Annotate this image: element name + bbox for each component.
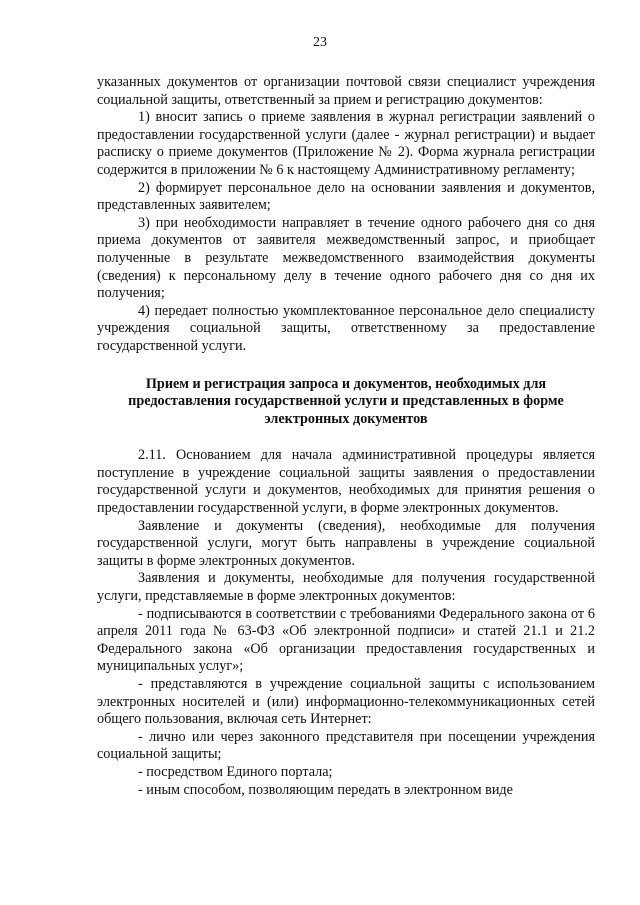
paragraph: Заявления и документы, необходимые для получения государственной услуги, представляемые в форме электронных документов:: [97, 570, 595, 605]
paragraph: - иным способом, позволяющим передать в электронном виде: [138, 781, 513, 798]
paragraph: - лично или через законного представителя при посещении учреждения социальной защиты;: [97, 728, 595, 763]
paragraph: - представляются в учреждение социальной защиты с использованием электронных носителей и (или) информационно-телекоммуникационных сетей общего пользования, включая сеть Интернет:: [97, 676, 595, 728]
paragraph: 2) формирует персональное дело на основании заявления и документов, представленных заявителем;: [97, 179, 595, 214]
paragraph: 3) при необходимости направляет в течение одного рабочего дня со дня приема документов от заявителя межведомственный запрос, и приобщает полученные в результате межведомственного взаимодействия документы (сведения) к персональному делу в течение одного рабочего дня со дня их получения;: [97, 214, 595, 302]
paragraphs-after-heading: [97, 447, 595, 799]
paragraph: Заявление и документы (сведения), необходимые для получения государственной услуги, могут быть направлены в учреждение социальной защиты в форме электронных документов.: [97, 517, 595, 569]
section-heading: Прием и регистрация запроса и документов, необходимых для предоставления государственной услуги и представленных в форме электронных документов: [128, 375, 564, 427]
document-body: [97, 74, 595, 799]
paragraph: 4) передает полностью укомплектованное персональное дело специалисту учреждения социальной защиты, ответственному за предоставление государственной услуги.: [97, 302, 595, 354]
paragraph: - подписываются в соответствии с требованиями Федерального закона от 6 апреля 2011 года № 63-ФЗ «Об электронной подписи» и статей 21.1 и 21.2 Федерального закона «Об организации предоставления государственных и муниципальных услуг»;: [97, 605, 595, 675]
paragraphs-before-heading: [97, 74, 595, 356]
paragraph: 2.11. Основанием для начала административной процедуры является поступление в учреждение социальной защиты заявления о предоставлении государственной услуги и документов, необходимых для принятия решения о предоставлении государственной услуги, в форме электронных документов.: [97, 447, 595, 517]
paragraph: указанных документов от организации почтовой связи специалист учреждения социальной защиты, ответственный за прием и регистрацию документов:: [97, 74, 595, 108]
paragraph: 1) вносит запись о приеме заявления в журнал регистрации заявлений о предоставлении государственной услуги (далее - журнал регистрации) и выдает расписку о приеме документов (Приложение № 2). Форма журнала регистрации содержится в приложении № 6 к настоящему Административному регламенту;: [97, 109, 595, 178]
page-number: 23: [313, 35, 327, 50]
paragraph: - посредством Единого портала;: [138, 763, 333, 780]
